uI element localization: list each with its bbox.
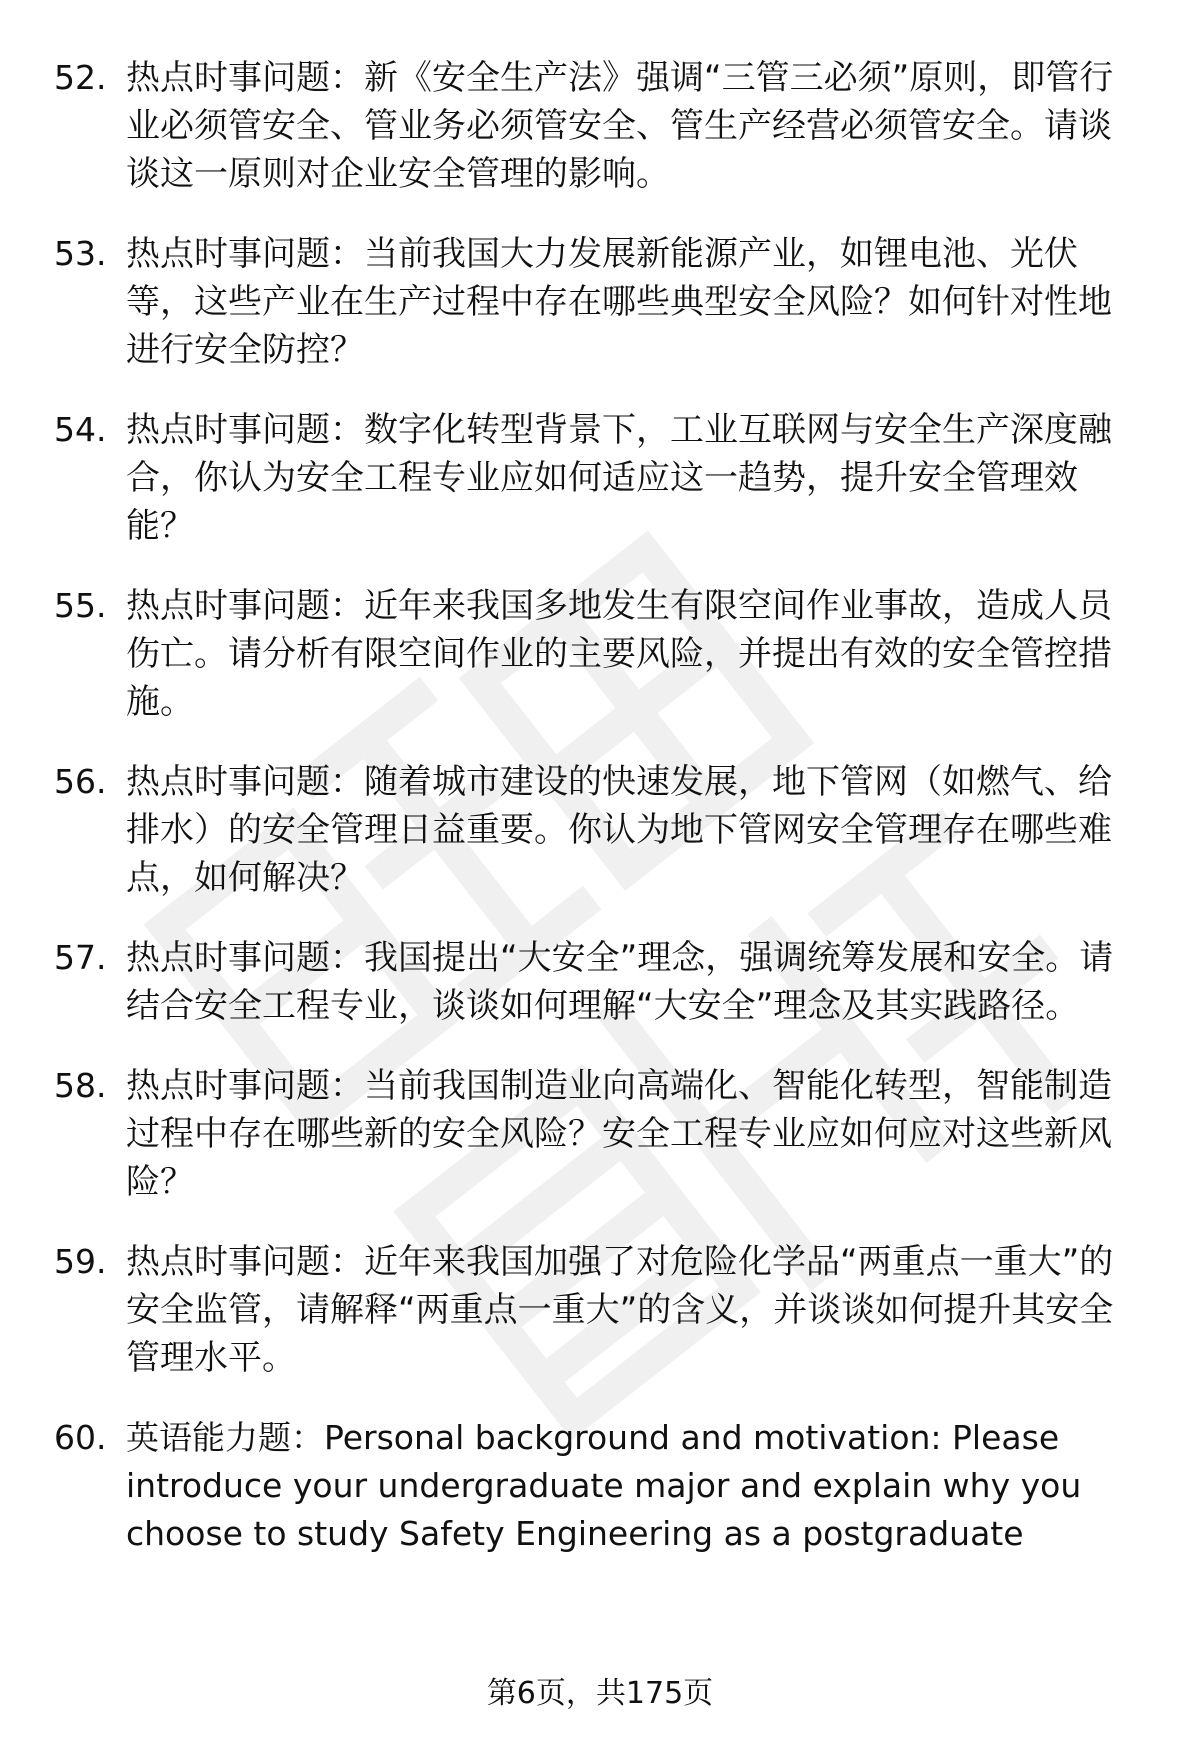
question-number: 52. — [54, 58, 107, 97]
question-number: 53. — [54, 234, 107, 273]
question-text: 热点时事问题：随着城市建设的快速发展，地下管网（如燃气、给排水）的安全管理日益重要。你认为地下管网安全管理存在哪些难点，如何解决？ — [126, 762, 1112, 898]
question-text: 热点时事问题：新《安全生产法》强调“三管三必须”原则，即管行业必须管安全、管业务必须管安全、管生产经营必须管安全。请谈谈这一原则对企业安全管理的影响。 — [126, 58, 1114, 194]
question-number: 58. — [54, 1066, 107, 1105]
question-text: 热点时事问题：我国提出“大安全”理念，强调统筹发展和安全。请结合安全工程专业，谈谈如何理解“大安全”理念及其实践路径。 — [126, 938, 1114, 1026]
question-text: 英语能力题：Personal background and motivation: Please introduce your undergraduate major and explain why you choose to study Safety Engineering as a postgraduate — [126, 1418, 1082, 1553]
question-number: 55. — [54, 586, 107, 625]
question-text: 热点时事问题：近年来我国加强了对危险化学品“两重点一重大”的安全监管，请解释“两重点一重大”的含义，并谈谈如何提升其安全管理水平。 — [126, 1242, 1114, 1378]
question-number: 60. — [54, 1418, 107, 1457]
question-number: 56. — [54, 762, 107, 801]
question-number: 54. — [54, 410, 107, 449]
question-text: 热点时事问题：当前我国大力发展新能源产业，如锂电池、光伏等，这些产业在生产过程中存在哪些典型安全风险？如何针对性地进行安全防控？ — [126, 234, 1112, 370]
question-list — [54, 54, 1144, 1558]
question-text: 热点时事问题：数字化转型背景下，工业互联网与安全生产深度融合，你认为安全工程专业应如何适应这一趋势，提升安全管理效能？ — [126, 410, 1112, 546]
question-number: 59. — [54, 1242, 107, 1281]
question-item-52 — [54, 54, 1144, 198]
page-footer: 第6页，共175页 — [486, 1676, 714, 1711]
question-item-56 — [54, 758, 1144, 902]
question-number: 57. — [54, 938, 107, 977]
question-item-59 — [54, 1238, 1144, 1382]
question-text: 热点时事问题：近年来我国多地发生有限空间作业事故，造成人员伤亡。请分析有限空间作业的主要风险，并提出有效的安全管控措施。 — [126, 586, 1112, 722]
question-item-60 — [54, 1414, 1144, 1558]
question-item-58 — [54, 1062, 1144, 1206]
question-item-54 — [54, 406, 1144, 550]
question-text: 热点时事问题：当前我国制造业向高端化、智能化转型，智能制造过程中存在哪些新的安全风险？安全工程专业应如何应对这些新风险？ — [126, 1066, 1112, 1202]
question-item-57 — [54, 934, 1144, 1030]
question-item-55 — [54, 582, 1144, 726]
question-item-53 — [54, 230, 1144, 374]
